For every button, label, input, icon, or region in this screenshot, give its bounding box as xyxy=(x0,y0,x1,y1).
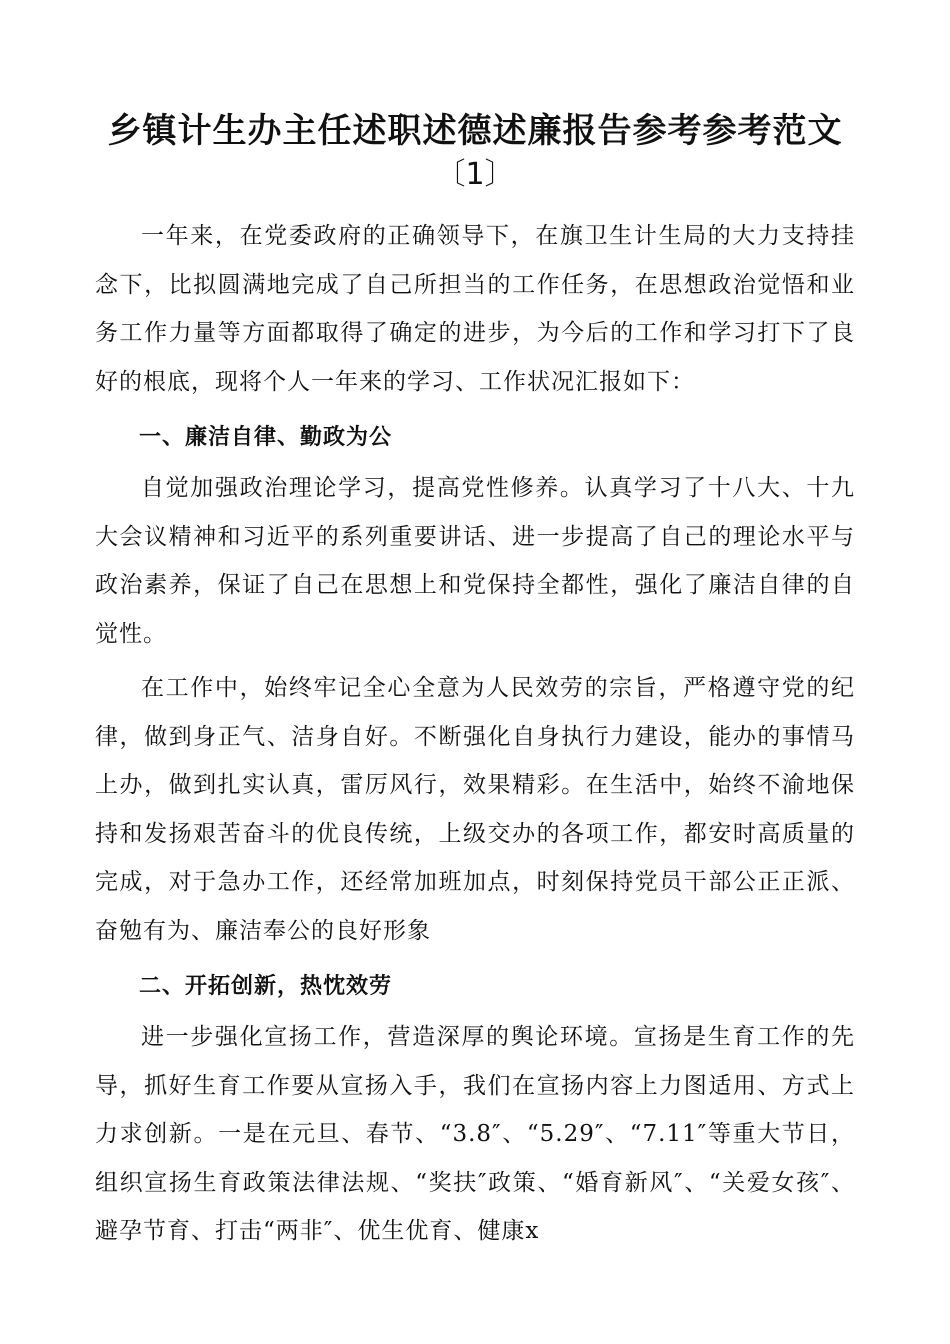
section-2-paragraph-1: 进一步强化宣扬工作，营造深厚的舆论环境。宣扬是生育工作的先导，抓好生育工作要从宣扬入手，我们在宣扬内容上力图适用、方式上力求创新。一是在元旦、春节、“3.8″、“5.29″、“7.11″等重大节日，组织宣扬生育政策法律法规、“奖扶″政策、“婚育新风″、“关爱女孩″、避孕节育、打击“两非″、优生优育、健康x xyxy=(95,1024,855,1244)
section-heading-2: 二、开拓创新，热忱效劳 xyxy=(139,974,393,999)
document-subtitle: 〔1〕 xyxy=(435,157,515,192)
intro-paragraph: 一年来，在党委政府的正确领导下，在旗卫生计生局的大力支持挂念下，比拟圆满地完成了自己所担当的工作任务，在思想政治觉悟和业务工作力量等方面都取得了确定的进步，为今后的工作和学习打下了良好的根底，现将个人一年来的学习、工作状况汇报如下： xyxy=(95,223,855,395)
section-1-paragraph-2: 在工作中，始终牢记全心全意为人民效劳的宗旨，严格遵守党的纪律，做到身正气、洁身自好。不断强化自身执行力建设，能办的事情马上办，做到扎实认真，雷厉风行，效果精彩。在生活中，始终不渝地保持和发扬艰苦奋斗的优良传统，上级交办的各项工作，都安时高质量的完成，对于急办工作，还经常加班加点，时刻保持党员干部公正正派、奋勉有为、廉洁奉公的良好形象 xyxy=(95,675,855,944)
section-heading-1: 一、廉洁自律、勤政为公 xyxy=(139,425,393,450)
section-1-paragraph-1: 自觉加强政治理论学习，提高党性修养。认真学习了十八大、十九大会议精神和习近平的系列重要讲话、进一步提高了自己的理论水平与政治素养，保证了自己在思想上和党保持全都性，强化了廉洁自律的自觉性。 xyxy=(95,475,855,647)
document-title: 乡镇计生办主任述职述德述廉报告参考参考范文 xyxy=(107,111,843,151)
